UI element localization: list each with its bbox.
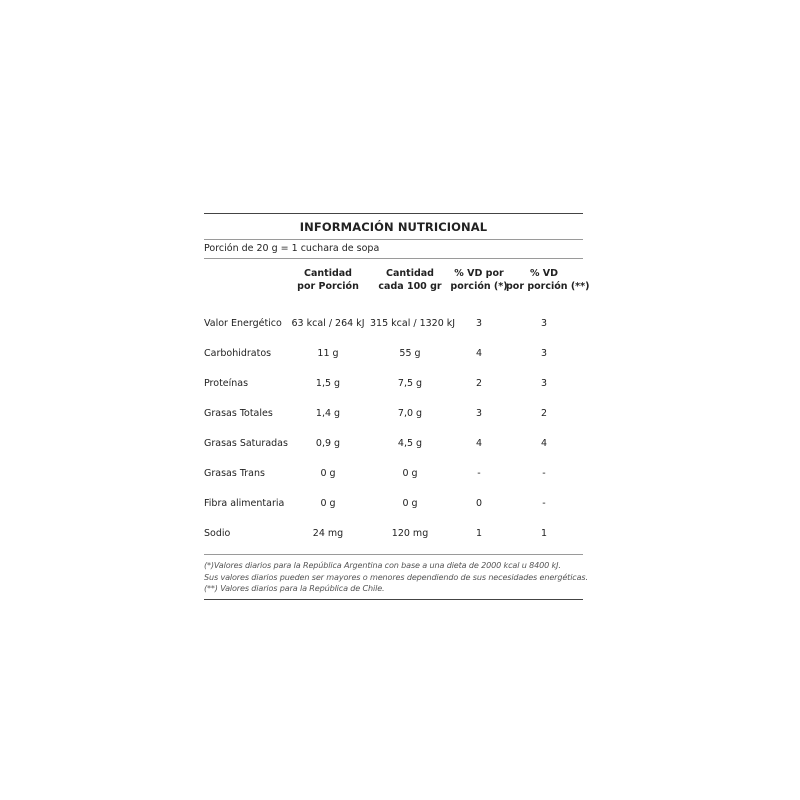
nutrient-name: Valor Energético [204,318,282,329]
vd-argentina-value: 4 [475,348,483,359]
vd-chile-value: - [542,468,546,479]
footnote-argentina: (*)Valores diarios para la República Argentina con base a una dieta de 2000 kcal u 8400 kJ. [204,560,561,570]
header-per-100g: Cantidad cada 100 gr [378,268,442,292]
vd-argentina-value: 0 [475,498,483,509]
table-row [204,489,583,519]
per-portion-value: 0 g [320,498,336,509]
nutrient-name: Carbohidratos [204,348,272,359]
nutrient-name: Grasas Totales [204,408,273,419]
vd-argentina-value: 3 [475,318,483,329]
per-portion-value: 0,9 g [315,438,341,449]
vd-argentina-value: 4 [475,438,483,449]
vd-chile-value: 4 [540,438,548,449]
nutrition-facts-table [204,213,590,600]
vd-chile-value: - [542,498,546,509]
per-100g-value: 55 g [399,348,421,359]
table-row [204,369,583,399]
nutrient-name: Proteínas [204,378,249,389]
table-row [204,399,583,429]
per-100g-value: 7,5 g [397,378,423,389]
per-portion-value: 11 g [317,348,339,359]
vd-argentina-value: 2 [475,378,483,389]
nutrient-name: Grasas Saturadas [204,438,288,449]
per-100g-value: 4,5 g [397,438,423,449]
column-headers [204,259,590,309]
footnote-chile: (**) Valores diarios para la República de Chile. [204,583,385,593]
header-per-portion: Cantidad por Porción [297,268,359,292]
per-100g-value: 315 kcal / 1320 kJ [370,318,456,329]
portion-size: Porción de 20 g = 1 cuchara de sopa [204,240,583,259]
vd-argentina-value: 3 [475,408,483,419]
per-100g-value: 120 mg [391,528,429,539]
nutrient-name: Fibra alimentaria [204,498,285,509]
table-row [204,429,583,459]
vd-argentina-value: 1 [475,528,483,539]
nutrient-name: Sodio [204,528,231,539]
per-portion-value: 1,4 g [315,408,341,419]
table-row [204,519,583,549]
table-row [204,459,583,489]
vd-chile-value: 3 [540,378,548,389]
vd-chile-value: 3 [540,318,548,329]
header-vd-chile: % VD por porción (**) [506,268,590,292]
per-portion-value: 24 mg [312,528,344,539]
vd-chile-value: 2 [540,408,548,419]
nutrient-name: Grasas Trans [204,468,265,479]
vd-argentina-value: - [477,468,481,479]
vd-chile-value: 1 [540,528,548,539]
table-row [204,309,583,339]
per-100g-value: 0 g [402,498,418,509]
per-100g-value: 0 g [402,468,418,479]
per-portion-value: 1,5 g [315,378,341,389]
header-vd-argentina: % VD por porción (*) [450,268,508,292]
per-portion-value: 0 g [320,468,336,479]
vd-chile-value: 3 [540,348,548,359]
table-title: INFORMACIÓN NUTRICIONAL [204,214,583,240]
table-body [204,309,583,549]
table-row [204,339,583,369]
per-portion-value: 63 kcal / 264 kJ [291,318,365,329]
footnotes [204,554,588,600]
footnote-energy-needs: Sus valores diarios pueden ser mayores o menores dependiendo de sus necesidades energéticas. [204,571,588,582]
per-100g-value: 7,0 g [397,408,423,419]
